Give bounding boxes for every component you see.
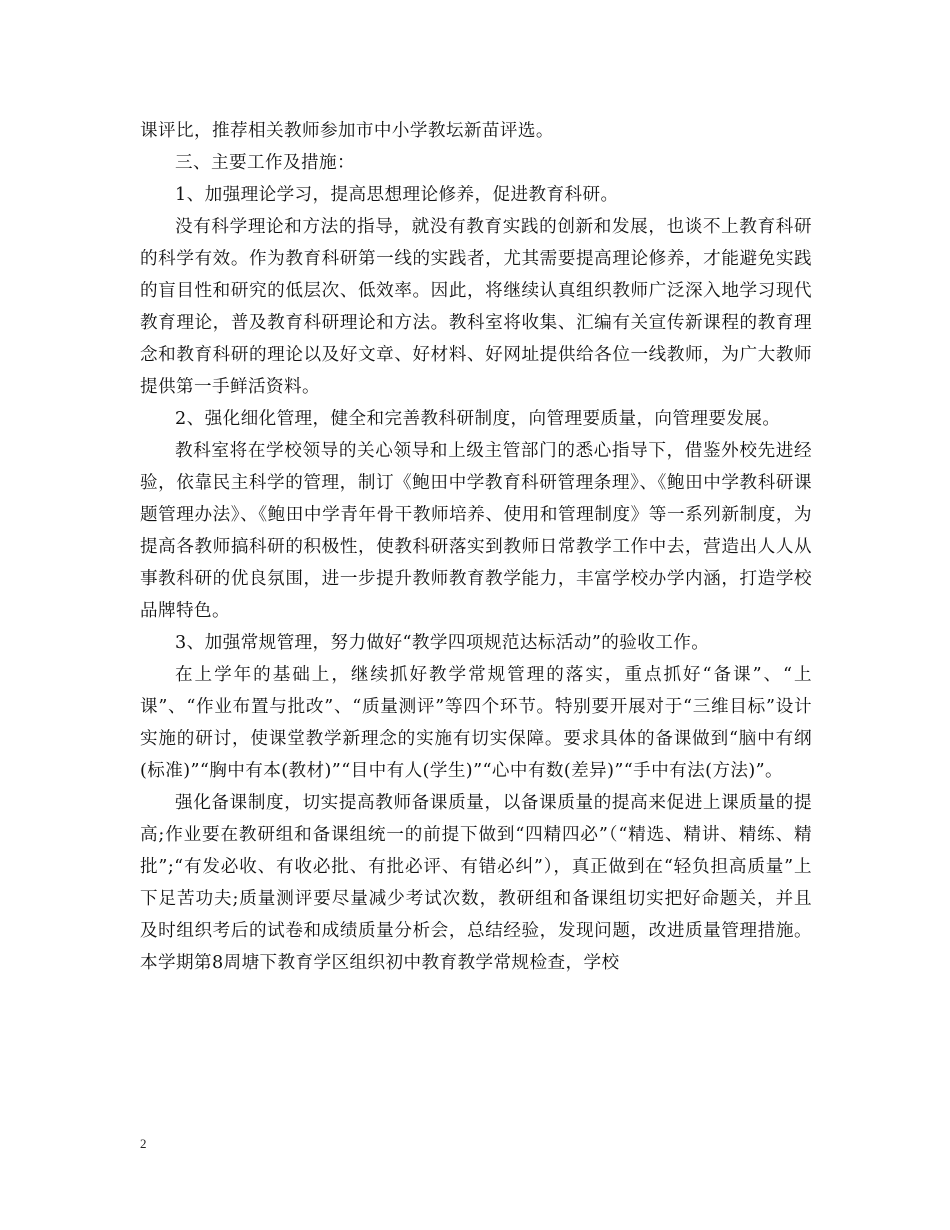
page-number: 2 [140, 1136, 147, 1151]
subheading-management: 2、强化细化管理，健全和完善教科研制度，向管理要质量，向管理要发展。 [175, 409, 781, 429]
paragraph-routine-management: 在上学年的基础上，继续抓好教学常规管理的落实，重点抓好“备课”、“上课”、“作业布置与批改”、“质量测评”等四个环节。特别要开展对于“三维目标”设计实施的研讨，使课堂教学新理念的实施有切实保障。要求具体的备课做到“脑中有纲(标准)”“胸中有本(教材)”“目中有人(学生)”“心中有数(差异)”“手中有法(方法)”。 [140, 665, 812, 781]
paragraph-management: 教科室将在学校领导的关心领导和上级主管部门的悉心指导下，借鉴外校先进经验，依靠民主科学的管理，制订《鲍田中学教育科研管理条理》、《鲍田中学教科研课题管理办法》、《鲍田中学青年骨干教师培养、使用和管理制度》等一系列新制度，为提高各教师搞科研的积极性，使教科研落实到教师日常教学工作中去，营造出人人从事教科研的优良氛围，进一步提升教师教育教学能力，丰富学校办学内涵，打造学校品牌特色。 [140, 441, 812, 621]
paragraph-lesson-prep: 强化备课制度，切实提高教师备课质量，以备课质量的提高来促进上课质量的提高;作业要在教研组和备课组统一的前提下做到“四精四必”（“精选、精讲、精练、精批”;“有发必收、有收必批、有批必评、有错必纠”），真正做到在“轻负担高质量”上下足苦功夫;质量测评要尽量减少考试次数，教研组和备课组切实把好命题关，并且及时组织考后的试卷和成绩质量分析会，总结经验，发现问题，改进质量管理措施。本学期第8周塘下教育学区组织初中教育教学常规检查，学校 [140, 793, 812, 973]
paragraph-theory-study: 没有科学理论和方法的指导，就没有教育实践的创新和发展，也谈不上教育科研的科学有效。作为教育科研第一线的实践者，尤其需要提高理论修养，才能避免实践的盲目性和研究的低层次、低效率。因此，将继续认真组织教师广泛深入地学习现代教育理论，普及教育科研理论和方法。教科室将收集、汇编有关宣传新课程的教育理念和教育科研的理论以及好文章、好材料、好网址提供给各位一线教师，为广大教师提供第一手鲜活资料。 [140, 217, 812, 397]
section-heading: 三、主要工作及措施： [175, 153, 355, 173]
document-body [140, 115, 812, 979]
subheading-routine-management: 3、加强常规管理，努力做好“教学四项规范达标活动”的验收工作。 [175, 633, 710, 653]
subheading-theory-study: 1、加强理论学习，提高思想理论修养，促进教育科研。 [175, 185, 619, 205]
paragraph-continuation: 课评比，推荐相关教师参加市中小学教坛新苗评选。 [140, 121, 554, 141]
